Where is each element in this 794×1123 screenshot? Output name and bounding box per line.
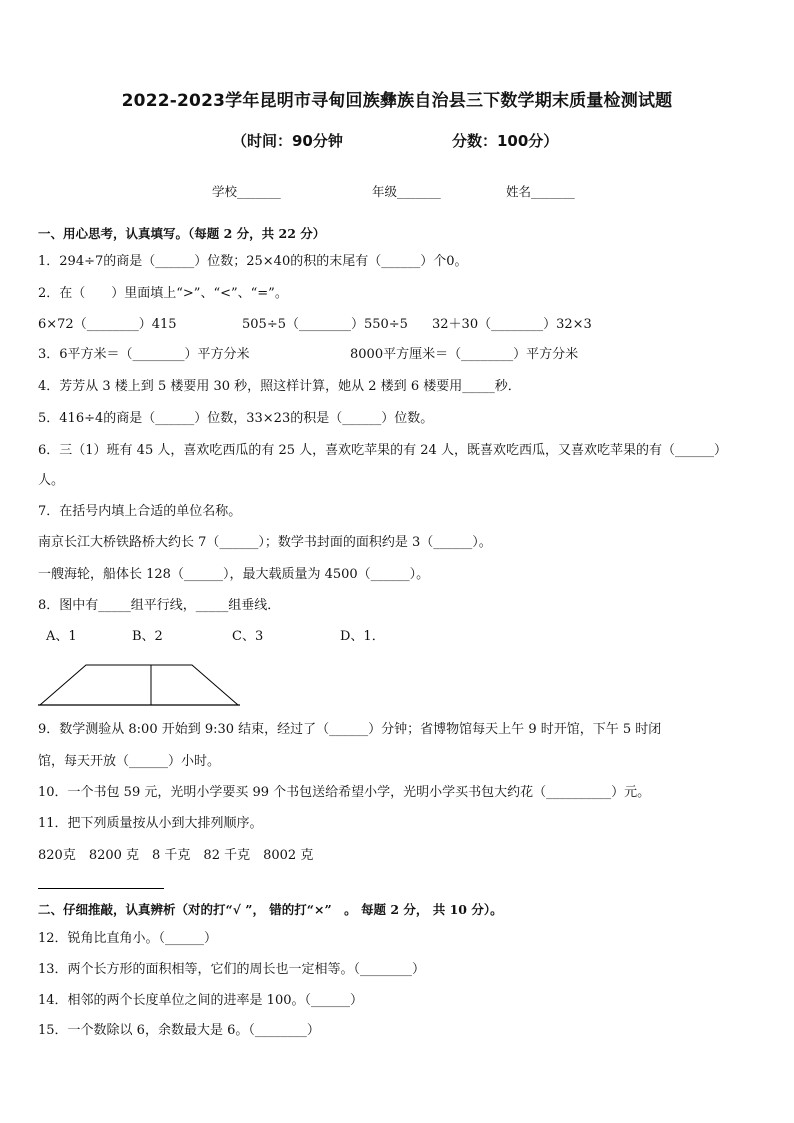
question-4: 4．芳芳从 3 楼上到 5 楼要用 30 秒，照这样计算，她从 2 楼到 6 楼要用_____秒． bbox=[38, 379, 521, 394]
question-2c: 32＋30（________）32×3 bbox=[432, 317, 592, 332]
option-a: A、1 bbox=[46, 629, 77, 644]
section-1-heading: 一、用心思考，认真填写。（每题 2 分，共 22 分） bbox=[38, 226, 326, 241]
question-2b: 505÷5（________）550÷5 bbox=[242, 317, 408, 332]
option-c: C、3 bbox=[232, 629, 264, 644]
exam-time: （时间：90分钟 bbox=[232, 132, 343, 150]
question-6-cont: 人。 bbox=[38, 473, 65, 488]
question-7: 7．在括号内填上合适的单位名称。 bbox=[38, 504, 242, 519]
section-2-heading: 二、仔细推敲，认真辨析（对的打“√ ”， 错的打“×” 。 每题 2 分， 共 10 分）。 bbox=[38, 902, 503, 917]
exam-score: 分数：100分） bbox=[452, 132, 559, 150]
question-14: 14．相邻的两个长度单位之间的进率是 100。（______） bbox=[38, 993, 363, 1008]
divider bbox=[38, 888, 164, 889]
question-3b: 8000平方厘米＝（________）平方分米 bbox=[350, 347, 579, 362]
option-d: D、1． bbox=[340, 629, 385, 644]
question-2a: 6×72（________）415 bbox=[38, 317, 177, 332]
question-9-cont: 馆，每天开放（______）小时。 bbox=[38, 754, 221, 769]
page-title: 2022-2023学年昆明市寻甸回族彝族自治县三下数学期末质量检测试题 bbox=[121, 91, 673, 111]
question-3a: 3．6平方米＝（________）平方分米 bbox=[38, 347, 250, 362]
grade-field: 年级_______ bbox=[372, 184, 441, 199]
question-15: 15．一个数除以 6，余数最大是 6。（________） bbox=[38, 1023, 320, 1038]
question-12: 12．锐角比直角小。（______） bbox=[38, 931, 218, 946]
question-11-items: 820克 8200 克 8 千克 82 千克 8002 克 bbox=[38, 848, 314, 863]
question-5: 5．416÷4的商是（______）位数，33×23的积是（______）位数。 bbox=[38, 411, 434, 426]
question-2: 2．在（ ）里面填上“>”、“<”、“=”。 bbox=[38, 286, 288, 301]
name-field: 姓名_______ bbox=[506, 184, 575, 199]
question-6: 6．三（1）班有 45 人，喜欢吃西瓜的有 25 人，喜欢吃苹果的有 24 人，既喜欢吃西瓜，又喜欢吃苹果的有（______） bbox=[38, 443, 727, 458]
question-7a: 南京长江大桥铁路桥大约长 7（______）；数学书封面的面积约是 3（______）。 bbox=[38, 535, 492, 550]
question-11: 11．把下列质量按从小到大排列顺序。 bbox=[38, 816, 263, 831]
question-13: 13．两个长方形的面积相等，它们的周长也一定相等。（________） bbox=[38, 962, 426, 977]
trapezoid-figure bbox=[38, 662, 240, 708]
school-field: 学校_______ bbox=[212, 184, 281, 199]
question-10: 10．一个书包 59 元，光明小学要买 99 个书包送给希望小学，光明小学买书包大约花（__________）元。 bbox=[38, 785, 651, 800]
question-8: 8．图中有_____组平行线，_____组垂线． bbox=[38, 598, 281, 613]
question-1: 1．294÷7的商是（______）位数；25×40的积的末尾有（______）个0。 bbox=[38, 254, 468, 269]
question-7b: 一艘海轮，船体长 128（______），最大载质量为 4500（______）。 bbox=[38, 567, 430, 582]
option-b: B、2 bbox=[132, 629, 163, 644]
question-9: 9．数学测验从 8:00 开始到 9:30 结束，经过了（______）分钟；省博物馆每天上午 9 时开馆，下午 5 时闭 bbox=[38, 722, 662, 737]
